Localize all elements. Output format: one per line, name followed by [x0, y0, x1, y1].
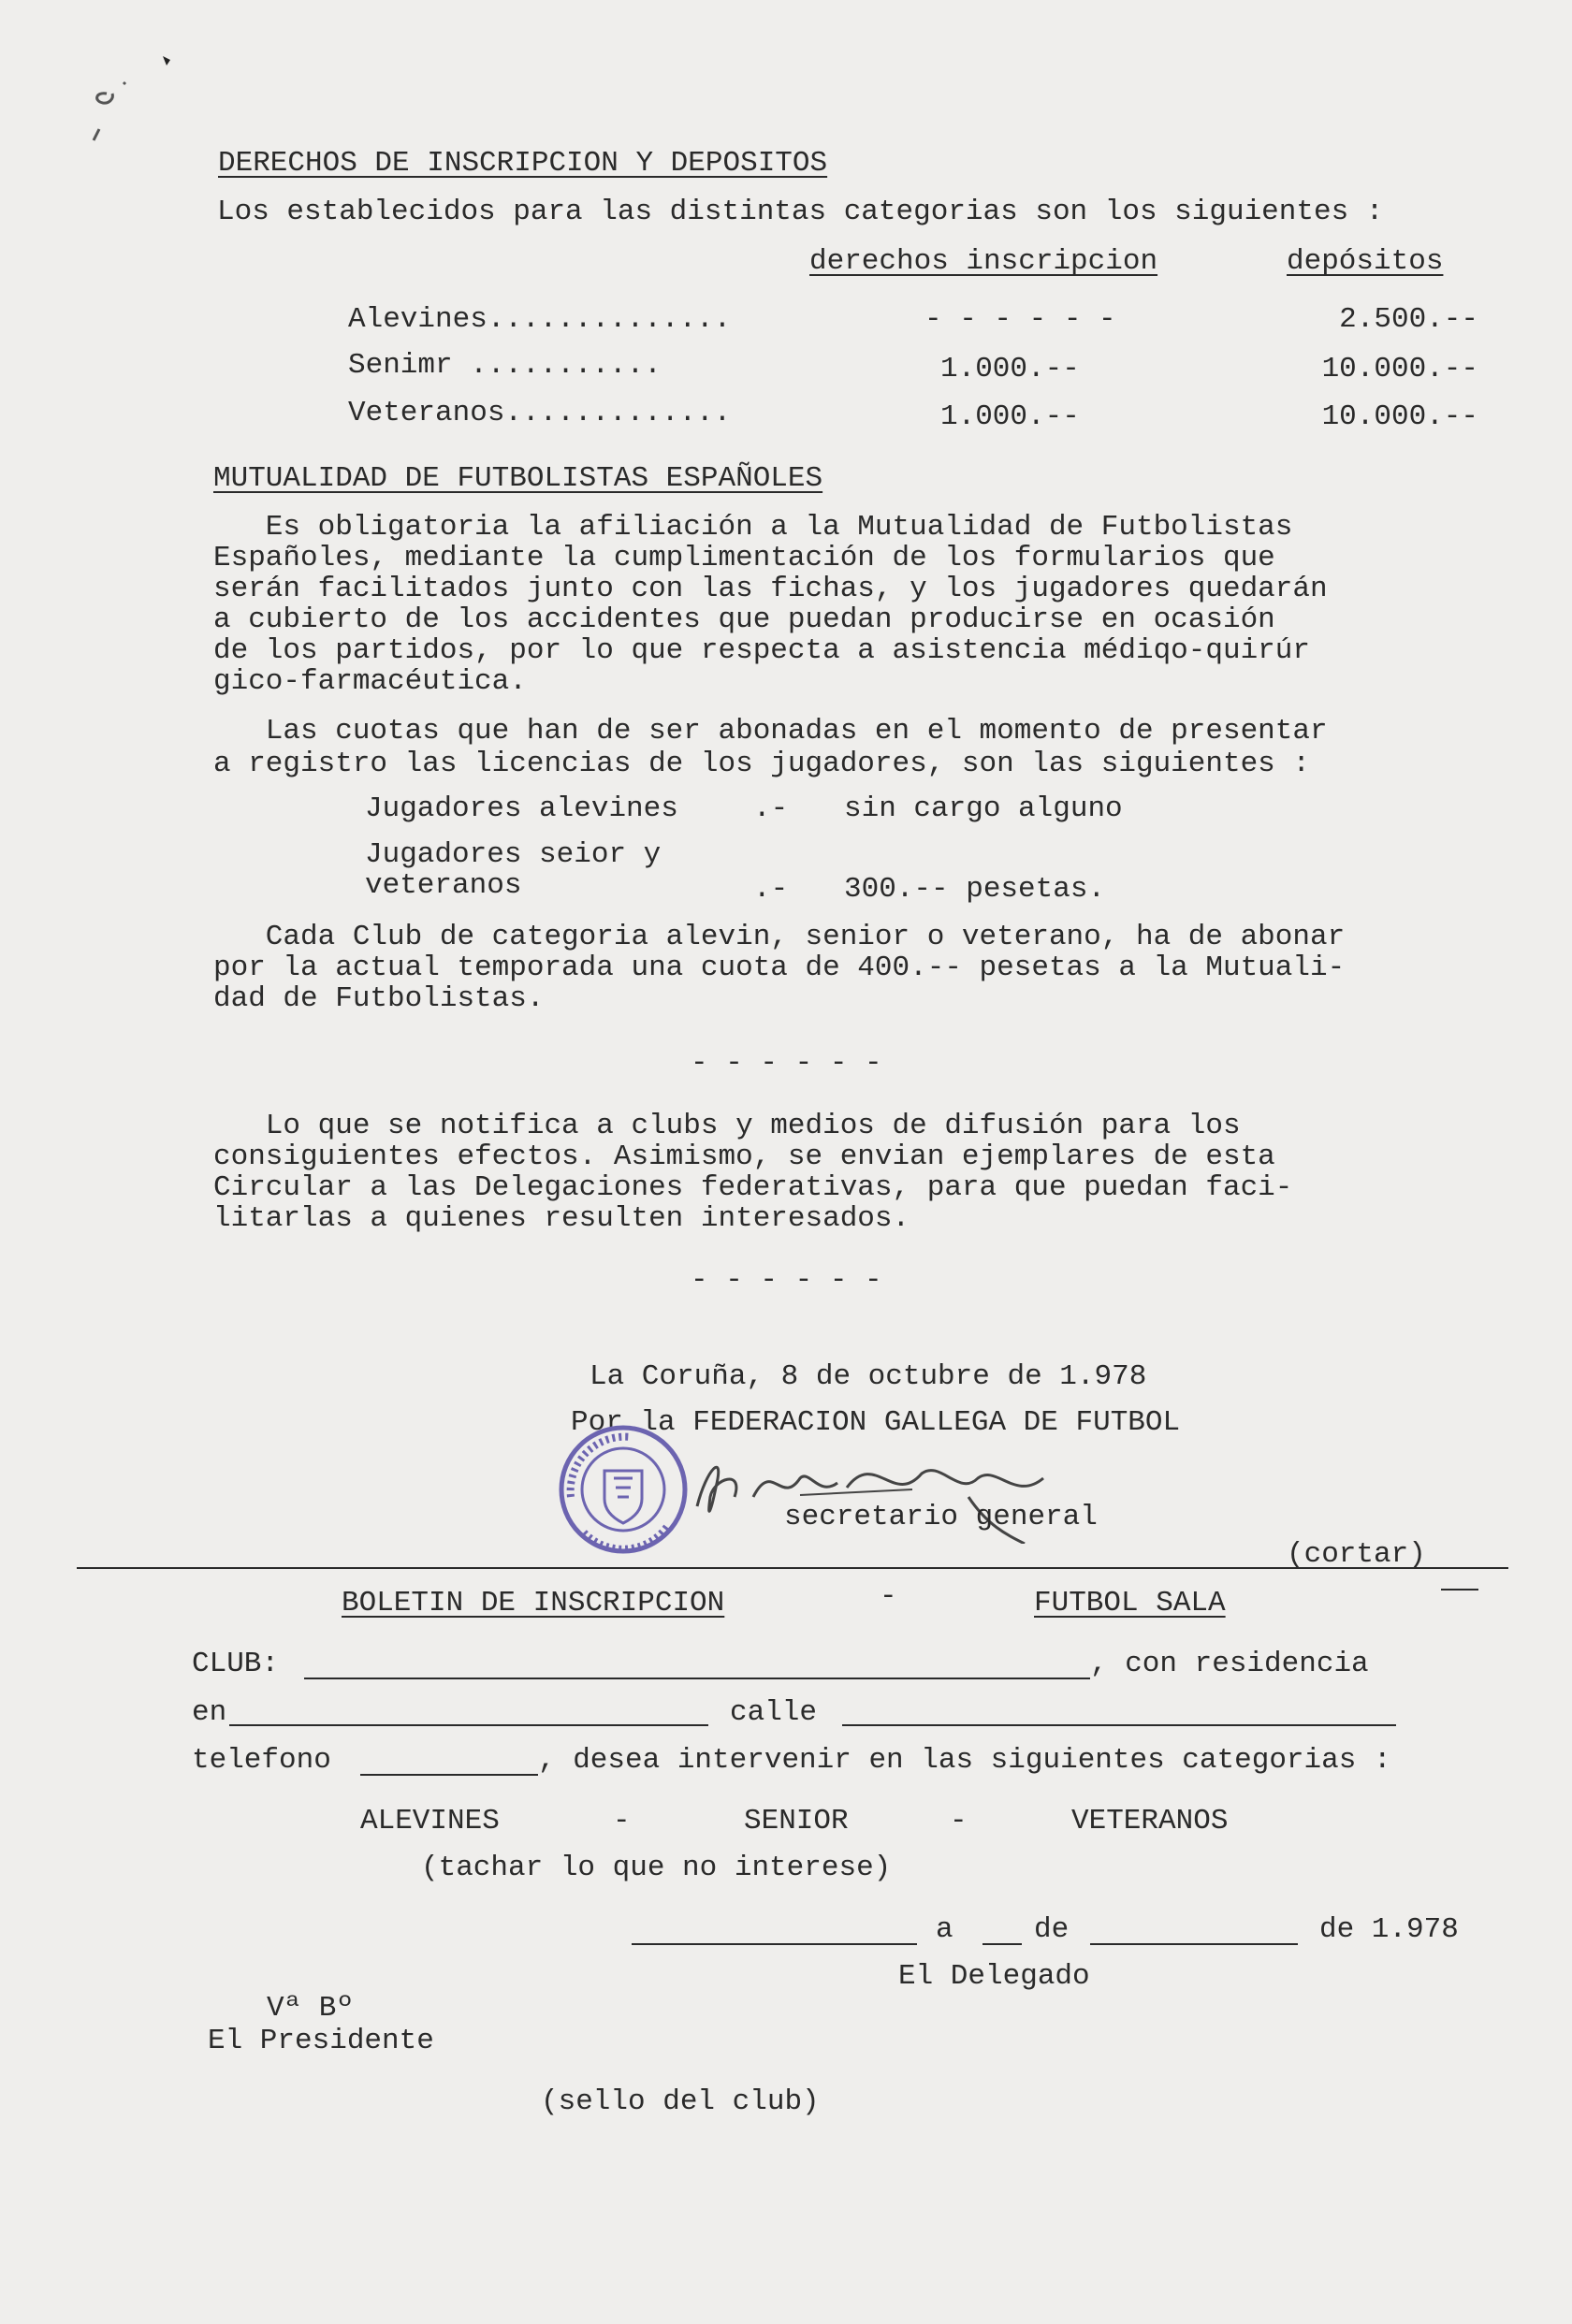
fee-row-inscripcion: 1.000.-- — [940, 353, 1080, 385]
fee-row-inscripcion: - - - - - - — [924, 303, 1116, 336]
fee-row-label: Veteranos............. — [348, 397, 732, 429]
text-line: serán facilitados junto con las fichas, y los jugadores quedarán — [213, 573, 1328, 605]
club-label: CLUB: — [192, 1648, 280, 1680]
text-line: consiguientes efectos. Asimismo, se envian ejemplares de esta — [213, 1140, 1275, 1173]
text-line: Cada Club de categoria alevin, senior o veterano, ha de abonar — [213, 921, 1346, 953]
federation-stamp — [556, 1422, 691, 1557]
date-place-field[interactable] — [632, 1943, 917, 1945]
fee-label: Jugadores seior y — [365, 838, 662, 871]
category-alevines[interactable]: ALEVINES — [360, 1805, 500, 1837]
date-de-label: de — [1034, 1913, 1070, 1946]
text-line: a registro las licencias de los jugadores, son las siguientes : — [213, 748, 1310, 780]
fee-row-deposito: 2.500.-- — [1339, 303, 1478, 336]
fee-sep: .- — [753, 792, 789, 825]
category-separator: - — [613, 1805, 631, 1837]
divider: - - - - - - — [691, 1264, 882, 1297]
fee-row-deposito: 10.000.-- — [1321, 353, 1478, 385]
cut-tick — [1441, 1589, 1478, 1590]
fee-row-label: Senimr ........... — [348, 349, 662, 382]
fee-value: sin cargo alguno — [844, 792, 1123, 825]
text-line: gico-farmacéutica. — [213, 665, 527, 698]
signatory-role: secretario general — [784, 1501, 1098, 1533]
street-field[interactable] — [842, 1724, 1396, 1726]
category-senior[interactable]: SENIOR — [744, 1805, 849, 1837]
divider: - - - - - - — [691, 1047, 882, 1080]
telefono-field[interactable] — [360, 1774, 538, 1776]
delegado-label: El Delegado — [898, 1960, 1090, 1993]
col-header-inscripcion: derechos inscripcion — [809, 245, 1158, 278]
fee-sep: .- — [753, 873, 789, 906]
cut-label: (cortar) — [1287, 1538, 1426, 1571]
text-line: litarlas a quienes resulten interesados. — [213, 1202, 910, 1235]
text-line: Españoles, mediante la cumplimentación de los formularios que — [213, 542, 1275, 574]
presidente-label: El Presidente — [208, 2025, 434, 2057]
place-date: La Coruña, 8 de octubre de 1.978 — [590, 1360, 1147, 1393]
telefono-label: telefono — [192, 1744, 331, 1777]
town-field[interactable] — [229, 1724, 708, 1726]
desea-text: , desea intervenir en las siguientes categorias : — [538, 1744, 1391, 1777]
text-line: por la actual temporada una cuota de 400.-- pesetas a la Mutuali- — [213, 951, 1346, 984]
date-year: de 1.978 — [1319, 1913, 1459, 1946]
col-header-depositos: depósitos — [1287, 245, 1444, 278]
text-line: Es obligatoria la afiliación a la Mutualidad de Futbolistas — [213, 511, 1293, 544]
text-line: Circular a las Delegaciones federativas, para que puedan faci- — [213, 1171, 1293, 1204]
fee-row-deposito: 10.000.-- — [1321, 400, 1478, 433]
text-line: a cubierto de los accidentes que puedan producirse en ocasión — [213, 603, 1275, 636]
federation-line: Por la FEDERACION GALLEGA DE FUTBOL — [571, 1406, 1181, 1439]
text-line: de los partidos, por lo que respecta a asistencia médiqo-quirúr — [213, 634, 1310, 667]
text-line: Lo que se notifica a clubs y medios de difusión para los — [213, 1110, 1241, 1142]
residencia-label: , con residencia — [1090, 1648, 1369, 1680]
en-label: en — [192, 1696, 227, 1729]
text-line: dad de Futbolistas. — [213, 982, 545, 1015]
tachar-note: (tachar lo que no interese) — [421, 1852, 892, 1884]
section2-heading: MUTUALIDAD DE FUTBOLISTAS ESPAÑOLES — [213, 462, 823, 495]
date-month-field[interactable] — [1090, 1943, 1298, 1945]
club-name-field[interactable] — [304, 1678, 1090, 1679]
fee-row-label: Alevines.............. — [348, 303, 732, 336]
calle-label: calle — [730, 1696, 818, 1729]
fee-value: 300.-- pesetas. — [844, 873, 1106, 906]
section1-heading: DERECHOS DE INSCRIPCION Y DEPOSITOS — [218, 147, 828, 180]
fee-label: Jugadores alevines — [365, 792, 678, 825]
fee-label-2: veteranos — [365, 869, 522, 902]
club-seal-label: (sello del club) — [541, 2085, 820, 2118]
section1-intro: Los establecidos para las distintas categorias son los siguientes : — [217, 196, 1384, 228]
fee-row-inscripcion: 1.000.-- — [940, 400, 1080, 433]
date-day-field[interactable] — [982, 1943, 1022, 1945]
date-a-label: a — [936, 1913, 953, 1946]
form-title: BOLETIN DE INSCRIPCION — [342, 1587, 725, 1620]
visto-bueno: Vª Bº — [267, 1992, 355, 2025]
category-veteranos[interactable]: VETERANOS — [1071, 1805, 1229, 1837]
text-line: Las cuotas que han de ser abonadas en el momento de presentar — [213, 715, 1328, 748]
corner-ink-mark — [86, 28, 170, 150]
form-subtitle: FUTBOL SALA — [1034, 1587, 1226, 1620]
form-title-separator: - — [880, 1580, 897, 1613]
category-separator: - — [950, 1805, 968, 1837]
